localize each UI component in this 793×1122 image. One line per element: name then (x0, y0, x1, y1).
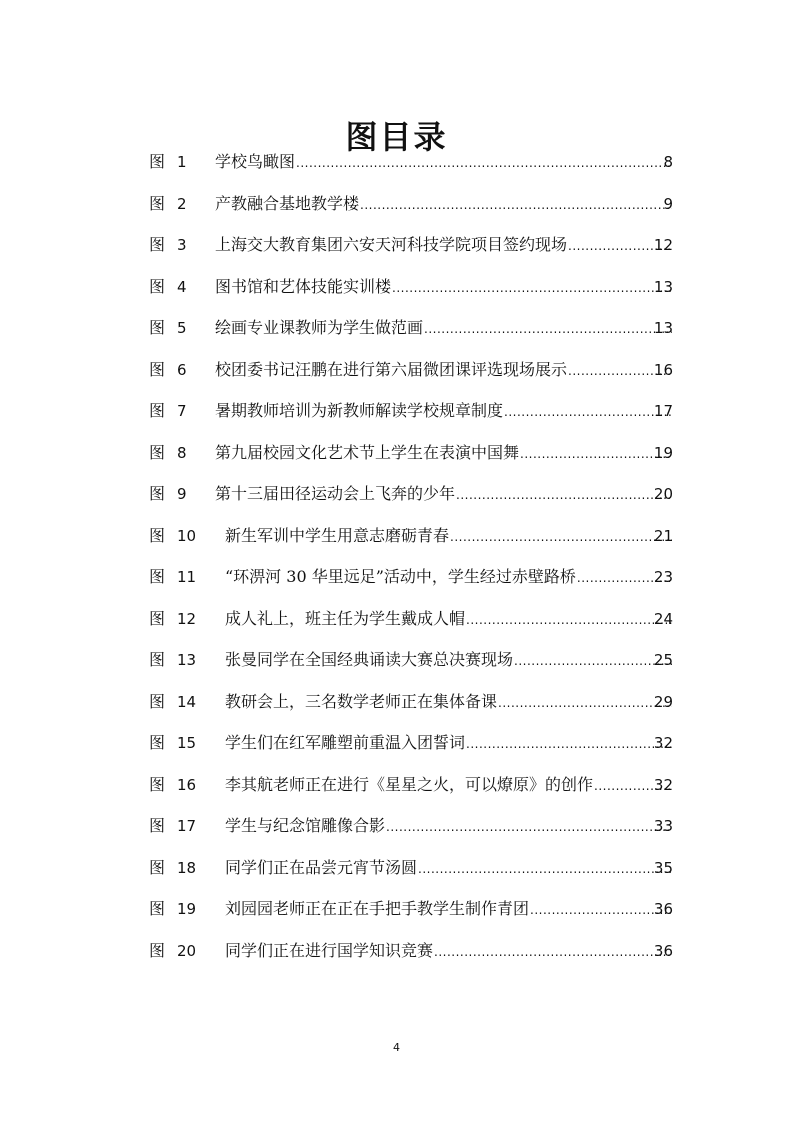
toc-figure-caption: 上海交大教育集团六安天河科技学院项目签约现场 (215, 235, 568, 254)
toc-entry[interactable] (0, 766, 793, 808)
toc-figure-number: 7 (177, 402, 187, 420)
figure-toc-list (0, 143, 793, 973)
toc-figure-prefix: 图 (149, 193, 166, 213)
toc-page-number: 20 (653, 485, 673, 503)
toc-page-number: 8 (663, 153, 673, 171)
toc-entry-line (215, 193, 673, 216)
toc-figure-number: 4 (177, 277, 187, 296)
toc-entry[interactable] (0, 143, 793, 185)
toc-dot-leader (520, 443, 672, 465)
toc-figure-number: 10 (177, 526, 197, 545)
toc-entry[interactable] (0, 890, 793, 932)
toc-page-number: 17 (653, 402, 673, 420)
toc-figure-prefix: 图 (149, 318, 166, 337)
toc-page-number: 35 (653, 858, 673, 877)
toc-entry-line (215, 276, 673, 299)
toc-page-number: 29 (653, 692, 673, 711)
toc-figure-caption: 学生们在红军雕塑前重温入团誓词 (225, 733, 466, 752)
toc-entry[interactable] (0, 641, 793, 683)
toc-page-number: 32 (653, 775, 673, 794)
toc-dot-leader (466, 609, 672, 631)
toc-entry-line (225, 940, 673, 963)
toc-dot-leader (514, 650, 672, 672)
toc-figure-caption: 校团委书记汪鹏在进行第六届微团课评选现场展示 (215, 359, 568, 379)
toc-entry[interactable] (0, 600, 793, 642)
toc-figure-prefix: 图 (149, 733, 166, 752)
toc-figure-caption: 绘画专业课教师为学生做范画 (215, 318, 424, 337)
toc-dot-leader (498, 692, 672, 714)
toc-figure-prefix: 图 (149, 650, 166, 669)
toc-dot-leader (466, 733, 672, 755)
toc-entry-line (215, 400, 673, 423)
page-number: 4 (393, 1041, 400, 1054)
toc-figure-number: 13 (177, 651, 197, 669)
toc-figure-number: 1 (177, 153, 187, 171)
toc-entry-line (215, 442, 673, 465)
toc-page-number: 12 (653, 236, 673, 254)
toc-figure-prefix: 图 (149, 608, 166, 628)
toc-entry[interactable] (0, 185, 793, 227)
toc-entry-line (215, 483, 673, 506)
toc-figure-prefix: 图 (149, 525, 166, 545)
toc-entry[interactable] (0, 724, 793, 766)
toc-entry-line (215, 317, 673, 340)
toc-entry[interactable] (0, 351, 793, 393)
toc-figure-caption: 刘园园老师正在正在手把手教学生制作青团 (225, 899, 530, 918)
toc-page-number: 9 (663, 194, 673, 213)
toc-entry-line (225, 691, 673, 714)
toc-entry[interactable] (0, 434, 793, 476)
toc-dot-leader (424, 318, 672, 340)
toc-dot-leader (450, 526, 672, 548)
toc-figure-prefix: 图 (149, 484, 166, 503)
toc-figure-number: 3 (177, 236, 187, 254)
toc-figure-caption: 李其航老师正在进行《星星之火，可以燎原》的创作 (225, 774, 594, 794)
toc-figure-prefix: 图 (149, 940, 166, 960)
toc-dot-leader (296, 152, 672, 174)
toc-figure-caption: 同学们正在品尝元宵节汤圆 (225, 857, 418, 877)
toc-figure-number: 11 (177, 568, 197, 586)
toc-figure-caption: 教研会上，三名数学老师正在集体备课 (225, 691, 498, 711)
toc-figure-prefix: 图 (149, 774, 166, 794)
toc-figure-caption: 学生与纪念馆雕像合影 (225, 816, 386, 835)
toc-dot-leader (504, 401, 672, 423)
toc-page-number: 19 (653, 443, 673, 462)
toc-entry[interactable] (0, 932, 793, 974)
page-title: 图目录 (345, 118, 448, 157)
toc-entry-line (215, 359, 673, 382)
toc-figure-caption: 图书馆和艺体技能实训楼 (215, 276, 392, 296)
toc-entry-line (225, 649, 673, 672)
toc-figure-number: 18 (177, 858, 197, 877)
toc-entry-line (225, 525, 673, 548)
toc-figure-caption: “环淠河 30 华里远足”活动中，学生经过赤壁路桥 (225, 567, 576, 586)
toc-figure-prefix: 图 (149, 359, 166, 379)
toc-figure-caption: 同学们正在进行国学知识竞赛 (225, 940, 434, 960)
toc-figure-caption: 第十三届田径运动会上飞奔的少年 (215, 484, 456, 503)
toc-dot-leader (360, 194, 672, 216)
toc-figure-number: 19 (177, 900, 197, 918)
toc-entry[interactable] (0, 475, 793, 517)
toc-figure-prefix: 图 (149, 691, 166, 711)
toc-dot-leader (418, 858, 672, 880)
toc-figure-prefix: 图 (149, 235, 166, 254)
toc-figure-number: 14 (177, 692, 197, 711)
toc-entry-line (225, 732, 673, 755)
toc-figure-caption: 暑期教师培训为新教师解读学校规章制度 (215, 401, 504, 420)
toc-entry[interactable] (0, 392, 793, 434)
toc-entry[interactable] (0, 226, 793, 268)
toc-page-number: 16 (653, 360, 673, 379)
toc-page-number: 33 (653, 817, 673, 835)
toc-page-number: 21 (653, 526, 673, 545)
toc-figure-caption: 学校鸟瞰图 (215, 152, 296, 171)
toc-page-number: 32 (653, 734, 673, 752)
toc-figure-caption: 成人礼上，班主任为学生戴成人帽 (225, 608, 466, 628)
toc-entry-line (225, 774, 673, 797)
toc-figure-number: 6 (177, 360, 187, 379)
toc-figure-prefix: 图 (149, 899, 166, 918)
toc-entry-line (225, 857, 673, 880)
toc-entry[interactable] (0, 683, 793, 725)
toc-figure-caption: 张曼同学在全国经典诵读大赛总决赛现场 (225, 650, 514, 669)
toc-page-number: 24 (653, 609, 673, 628)
toc-figure-number: 15 (177, 734, 197, 752)
toc-figure-number: 5 (177, 319, 187, 337)
toc-figure-prefix: 图 (149, 152, 166, 171)
toc-entry[interactable] (0, 807, 793, 849)
toc-figure-prefix: 图 (149, 857, 166, 877)
toc-page-number: 23 (653, 568, 673, 586)
toc-entry[interactable] (0, 517, 793, 559)
toc-dot-leader (392, 277, 672, 299)
toc-figure-number: 8 (177, 443, 187, 462)
toc-entry-line (225, 566, 673, 589)
toc-dot-leader (434, 941, 672, 963)
toc-figure-number: 2 (177, 194, 187, 213)
toc-entry-line (215, 234, 673, 257)
toc-page-number: 13 (653, 319, 673, 337)
toc-figure-number: 20 (177, 941, 197, 960)
toc-dot-leader (530, 899, 672, 921)
toc-figure-caption: 产教融合基地教学楼 (215, 193, 360, 213)
toc-figure-number: 16 (177, 775, 197, 794)
toc-figure-prefix: 图 (149, 816, 166, 835)
toc-dot-leader (456, 484, 672, 506)
toc-figure-prefix: 图 (149, 442, 166, 462)
toc-entry[interactable] (0, 268, 793, 310)
toc-figure-prefix: 图 (149, 276, 166, 296)
toc-figure-prefix: 图 (149, 401, 166, 420)
toc-page-number: 25 (653, 651, 673, 669)
toc-page-number: 36 (653, 941, 673, 960)
toc-entry[interactable] (0, 849, 793, 891)
toc-entry[interactable] (0, 309, 793, 351)
toc-figure-prefix: 图 (149, 567, 166, 586)
toc-figure-caption: 第九届校园文化艺术节上学生在表演中国舞 (215, 442, 520, 462)
toc-figure-number: 9 (177, 485, 187, 503)
toc-figure-number: 17 (177, 817, 197, 835)
toc-entry[interactable] (0, 558, 793, 600)
toc-page-number: 13 (653, 277, 673, 296)
toc-figure-caption: 新生军训中学生用意志磨砺青春 (225, 525, 450, 545)
toc-entry-line (215, 151, 673, 174)
toc-entry-line (225, 898, 673, 921)
toc-page-number: 36 (653, 900, 673, 918)
toc-figure-number: 12 (177, 609, 197, 628)
toc-entry-line (225, 815, 673, 838)
toc-entry-line (225, 608, 673, 631)
toc-dot-leader (386, 816, 672, 838)
